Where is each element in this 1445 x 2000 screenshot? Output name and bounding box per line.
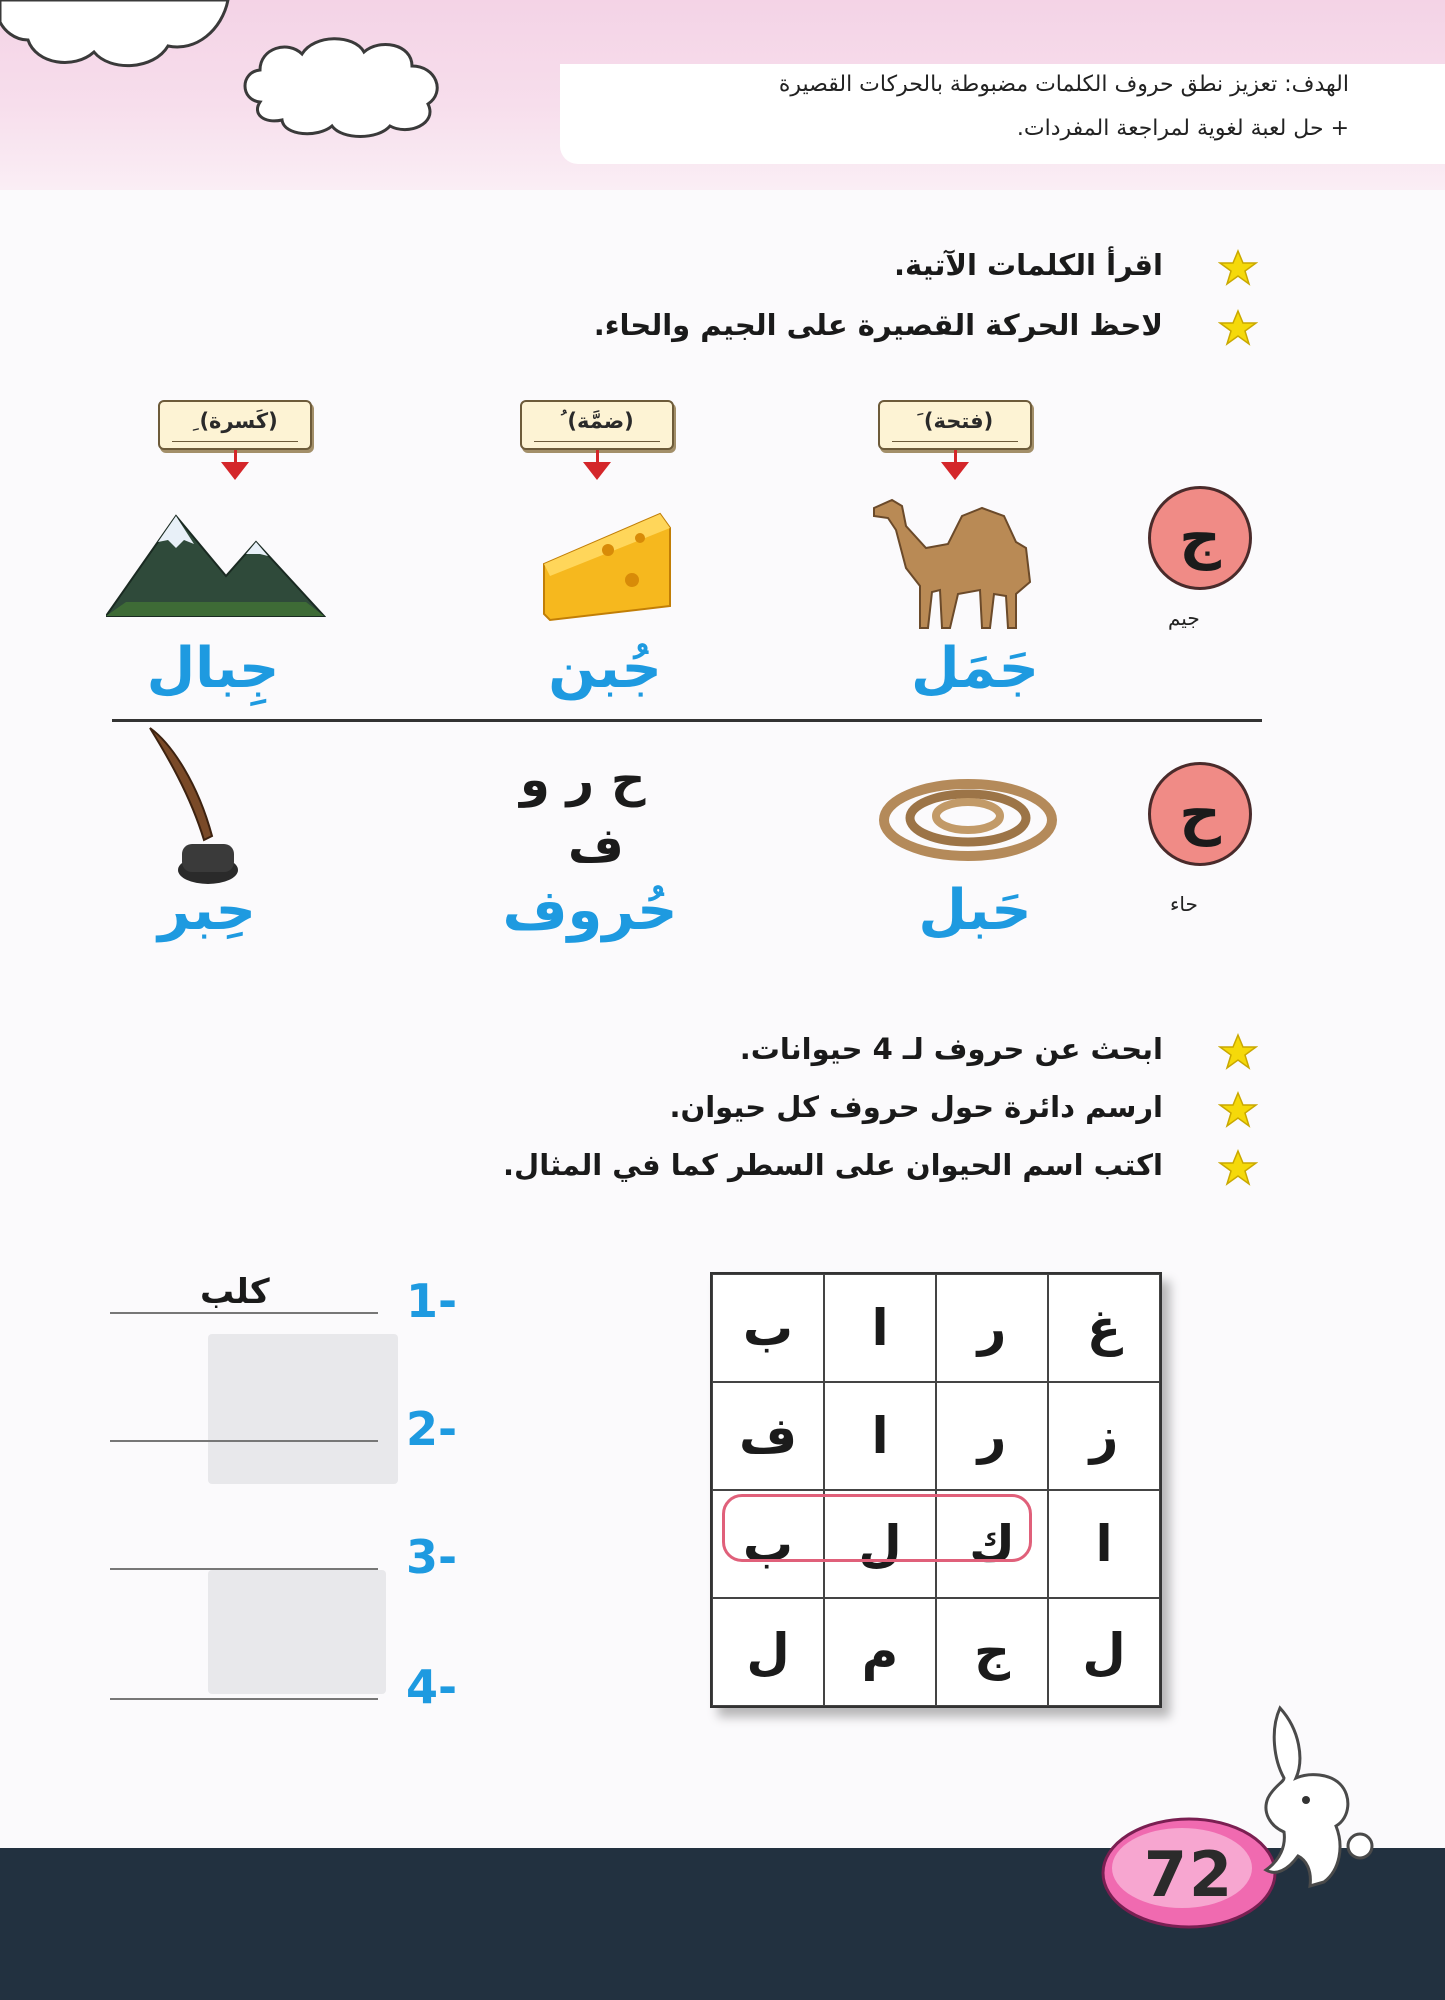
grid-cell[interactable]: ف [712,1382,824,1490]
answer-number-3: 3- [406,1530,458,1584]
instruction-note-vowel: لاحظ الحركة القصيرة على الجيم والحاء. [593,308,1163,342]
grid-cell[interactable]: ك [936,1490,1048,1598]
quill-ink-icon [142,724,246,888]
star-icon [1218,1032,1258,1072]
instruction-write-name: اكتب اسم الحيوان على السطر كما في المثال. [503,1148,1163,1182]
grid-cell[interactable]: ر [936,1382,1048,1490]
rope-icon [876,766,1060,866]
instruction-find-animals: ابحث عن حروف لـ 4 حيوانات. [739,1032,1163,1066]
star-icon [1218,308,1258,348]
answer-text-1: كلب [200,1272,270,1312]
grid-cell[interactable]: ر [936,1274,1048,1382]
grid-cell[interactable]: م [824,1598,936,1706]
grid-cell[interactable]: ل [1048,1598,1160,1706]
tag-fatha [878,400,1032,450]
cloud-left-icon [0,0,230,80]
instruction-circle-letters: ارسم دائرة حول حروف كل حيوان. [669,1090,1163,1124]
answer-number-1: 1- [406,1274,458,1328]
mountains-icon [106,506,326,620]
circled-word-kalb [722,1494,1032,1562]
tag-damma [520,400,674,450]
word-hibr: حِبر [157,878,257,943]
grid-cell[interactable]: غ [1048,1274,1160,1382]
letter-circle-jeem: ج [1148,486,1252,590]
word-jamal: جَمَل [911,636,1039,701]
letter-scatter-bottom: ف [568,818,624,874]
word-huruf: حُروف [502,878,678,943]
page-number: 72 [1143,1838,1235,1911]
letter-name-jeem: جيم [1168,606,1200,630]
grid-cell[interactable]: ا [824,1274,936,1382]
answer-line-4[interactable] [110,1698,378,1700]
grid-cell[interactable]: ا [1048,1490,1160,1598]
letter-scatter-top: ح ر و [520,752,646,808]
arrow-down-icon [941,462,969,480]
grid-cell[interactable]: ل [712,1598,824,1706]
grid-cell[interactable]: ج [936,1598,1048,1706]
grid-cell[interactable]: ز [1048,1382,1160,1490]
tag-kasra-text: (كَسرة) ِ [192,409,278,433]
arrow-down-icon [583,462,611,480]
arrow-down-icon [221,462,249,480]
tag-kasra [158,400,312,450]
instruction-read-words: اقرأ الكلمات الآتية. [894,248,1163,282]
faded-background-image [208,1334,398,1484]
goal-box [560,64,1445,164]
grid-cell[interactable]: ب [712,1490,824,1598]
tag-fatha-text: (فتحة) َ [916,409,994,433]
row-divider [112,719,1262,722]
word-jibal: جِبال [146,636,280,701]
word-jubn: جُبن [548,636,662,701]
star-icon [1218,1148,1258,1188]
star-icon [1218,1090,1258,1130]
goal-line-2: + حل لعبة لغوية لمراجعة المفردات. [1016,116,1349,141]
rabbit-icon [1240,1700,1390,1900]
answer-line-1[interactable] [110,1312,378,1314]
answer-number-4: 4- [406,1660,458,1714]
word-habl: حَبل [918,878,1032,943]
letter-grid [710,1272,1162,1708]
answer-line-2[interactable] [110,1440,378,1442]
grid-cell[interactable]: ا [824,1382,936,1490]
goal-line-1: الهدف: تعزيز نطق حروف الكلمات مضبوطة بالحركات القصيرة [778,72,1349,97]
cheese-icon [544,514,670,620]
star-icon [1218,248,1258,288]
letter-circle-haa: ح [1148,762,1252,866]
grid-cell[interactable]: ل [824,1490,936,1598]
answer-number-2: 2- [406,1402,458,1456]
grid-cell[interactable]: ب [712,1274,824,1382]
letter-name-haa: حاء [1170,892,1198,916]
tag-damma-text: (ضمَّة) ُ [560,409,634,433]
cloud-right-icon [238,32,453,142]
camel-icon [866,486,1052,636]
faded-background-image [208,1570,386,1694]
